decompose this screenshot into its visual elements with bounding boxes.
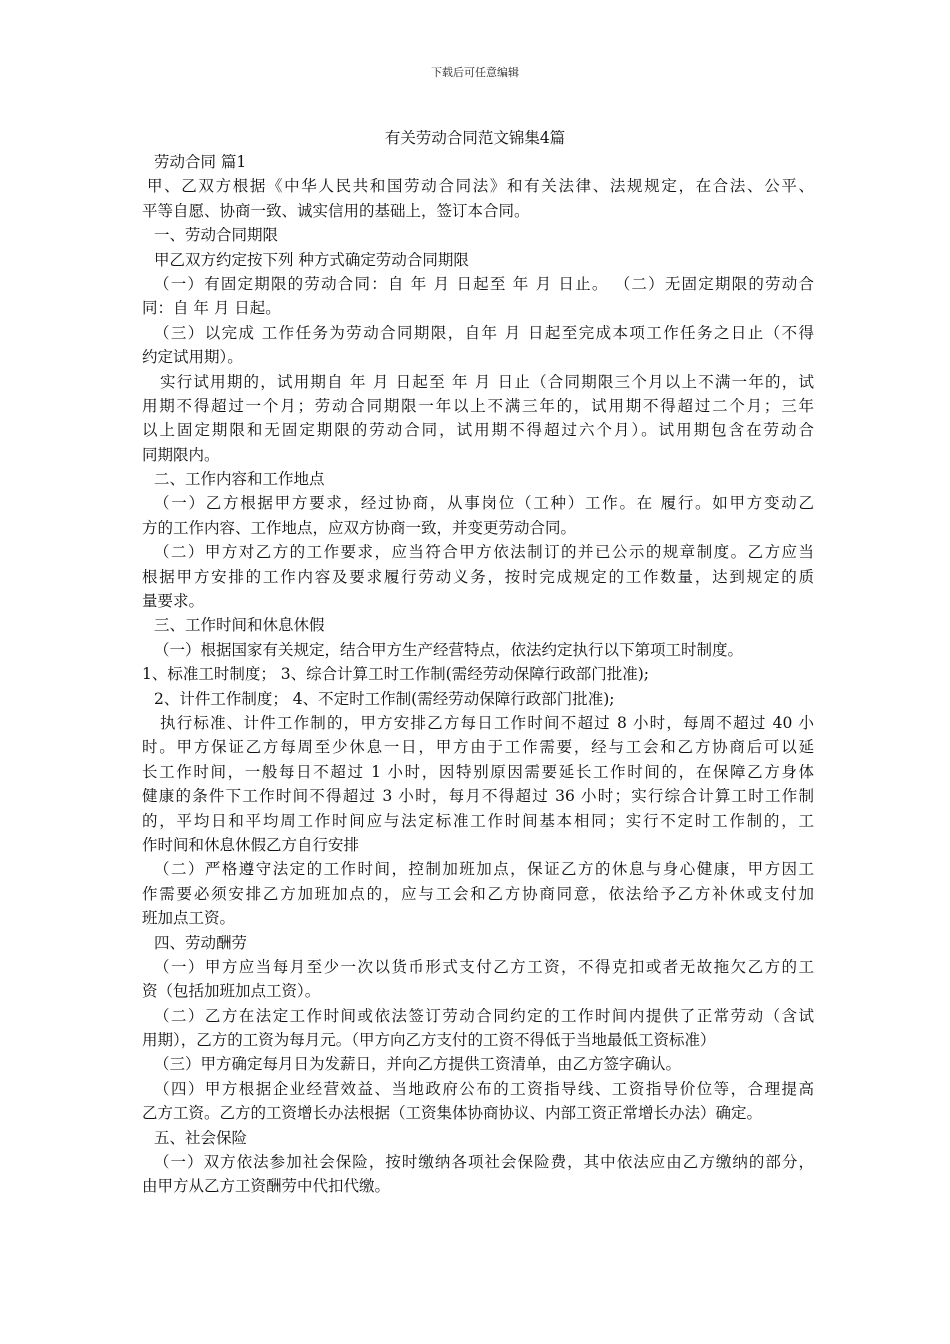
text-line: （一）有固定期限的劳动合同：自 年 月 日起至 年 月 日止。 （二）无固定期限的劳动合 bbox=[154, 274, 814, 293]
text-line: 量要求。 bbox=[142, 592, 205, 611]
text-line: （四）甲方根据企业经营效益、当地政府公布的工资指导线、工资指导价位等，合理提高 bbox=[154, 1079, 814, 1098]
text-line: 作时间和休息休假乙方自行安排 bbox=[142, 835, 360, 854]
text-line: 劳动合同 篇1 bbox=[154, 153, 247, 171]
text-line: 的，平均日和平均周工作时间应与法定标准工作时间基本相同；实行不定时工作制的，工 bbox=[142, 811, 814, 830]
text-line: （三）甲方确定每月日为发薪日，并向乙方提供工资清单，由乙方签字确认。 bbox=[154, 1055, 682, 1074]
text-line: 由甲方从乙方工资酬劳中代扣代缴。 bbox=[142, 1177, 391, 1196]
text-line: 健康的条件下工作时间不得超过 3 小时，每月不得超过 36 小时；实行综合计算工时工作制 bbox=[142, 787, 814, 806]
text-line: 一、劳动合同期限 bbox=[154, 226, 279, 245]
text-line: （一）根据国家有关规定，结合甲方生产经营特点，依法约定执行以下第项工时制度。 bbox=[154, 640, 744, 659]
text-line: 资（包括加班加点工资）。 bbox=[142, 982, 321, 1001]
text-line: 1、标准工时制度； 3、综合计算工时工作制(需经劳动保障行政部门批准); bbox=[142, 665, 649, 684]
text-line: （二）甲方对乙方的工作要求，应当符合甲方依法制订的并已公示的规章制度。乙方应当 bbox=[154, 543, 814, 562]
document-body bbox=[142, 150, 814, 1199]
text-line: 时。甲方保证乙方每周至少休息一日，甲方由于工作需要，经与工会和乙方协商后可以延 bbox=[142, 738, 814, 757]
text-line: 方的工作内容、工作地点，应双方协商一致，并变更劳动合同。 bbox=[142, 518, 577, 537]
text-line: 五、社会保险 bbox=[154, 1128, 248, 1147]
text-line: 长工作时间，一般每日不超过 1 小时，因特别原因需要延长工作时间的，在保障乙方身体 bbox=[142, 762, 814, 781]
text-line: 实行试用期的，试用期自 年 月 日起至 年 月 日止（合同期限三个月以上不满一年的，试 bbox=[160, 372, 814, 391]
text-line: 执行标准、计件工作制的，甲方安排乙方每日工作时间不超过 8 小时，每周不超过 40 小 bbox=[160, 713, 814, 732]
text-line: 四、劳动酬劳 bbox=[154, 933, 248, 952]
text-line: 三、工作时间和休息休假 bbox=[154, 616, 325, 635]
text-line: 同期限内。 bbox=[142, 445, 220, 464]
text-line: （一）双方依法参加社会保险，按时缴纳各项社会保险费，其中依法应由乙方缴纳的部分， bbox=[154, 1153, 814, 1172]
text-line: 班加点工资。 bbox=[142, 909, 236, 928]
text-line: 约定试用期）。 bbox=[142, 348, 243, 367]
text-line: 甲、乙双方根据《中华人民共和国劳动合同法》和有关法律、法规规定，在合法、公平、 bbox=[147, 177, 814, 196]
text-line: （二）乙方在法定工作时间或依法签订劳动合同约定的工作时间内提供了正常劳动（含试 bbox=[154, 1006, 814, 1025]
text-line: （二）严格遵守法定的工作时间，控制加班加点，保证乙方的休息与身心健康，甲方因工 bbox=[154, 860, 814, 879]
text-line: 同：自 年 月 日起。 bbox=[142, 299, 281, 318]
text-line: 二、工作内容和工作地点 bbox=[154, 470, 325, 489]
header-note: 下载后可任意编辑 bbox=[431, 66, 519, 79]
text-line: 根据甲方安排的工作内容及要求履行劳动义务，按时完成规定的工作数量，达到规定的质 bbox=[142, 567, 814, 586]
document-title: 有关劳动合同范文锦集4篇 bbox=[384, 129, 566, 147]
text-line: （一）乙方根据甲方要求，经过协商，从事岗位（工种）工作。在 履行。如甲方变动乙 bbox=[154, 494, 814, 513]
text-line: （三）以完成 工作任务为劳动合同期限，自年 月 日起至完成本项工作任务之日止（不得 bbox=[154, 323, 814, 342]
text-line: 甲乙双方约定按下列 种方式确定劳动合同期限 bbox=[154, 250, 469, 269]
text-line: 用期），乙方的工资为每月元。（甲方向乙方支付的工资不得低于当地最低工资标准） bbox=[142, 1031, 716, 1050]
text-line: 乙方工资。乙方的工资增长办法根据（工资集体协商协议、内部工资正常增长办法）确定。 bbox=[142, 1104, 763, 1123]
text-line: 平等自愿、协商一致、诚实信用的基础上，签订本合同。 bbox=[142, 201, 530, 220]
text-line: 2、计件工作制度； 4、不定时工作制(需经劳动保障行政部门批准); bbox=[154, 689, 615, 708]
text-line: 作需要必须安排乙方加班加点的，应与工会和乙方协商同意，依法给予乙方补休或支付加 bbox=[142, 884, 814, 903]
text-line: （一）甲方应当每月至少一次以货币形式支付乙方工资，不得克扣或者无故拖欠乙方的工 bbox=[154, 957, 814, 976]
text-line: 用期不得超过一个月；劳动合同期限一年以上不满三年的，试用期不得超过二个月；三年 bbox=[142, 396, 814, 415]
text-line: 以上固定期限和无固定期限的劳动合同，试用期不得超过六个月）。试用期包含在劳动合 bbox=[142, 421, 814, 440]
